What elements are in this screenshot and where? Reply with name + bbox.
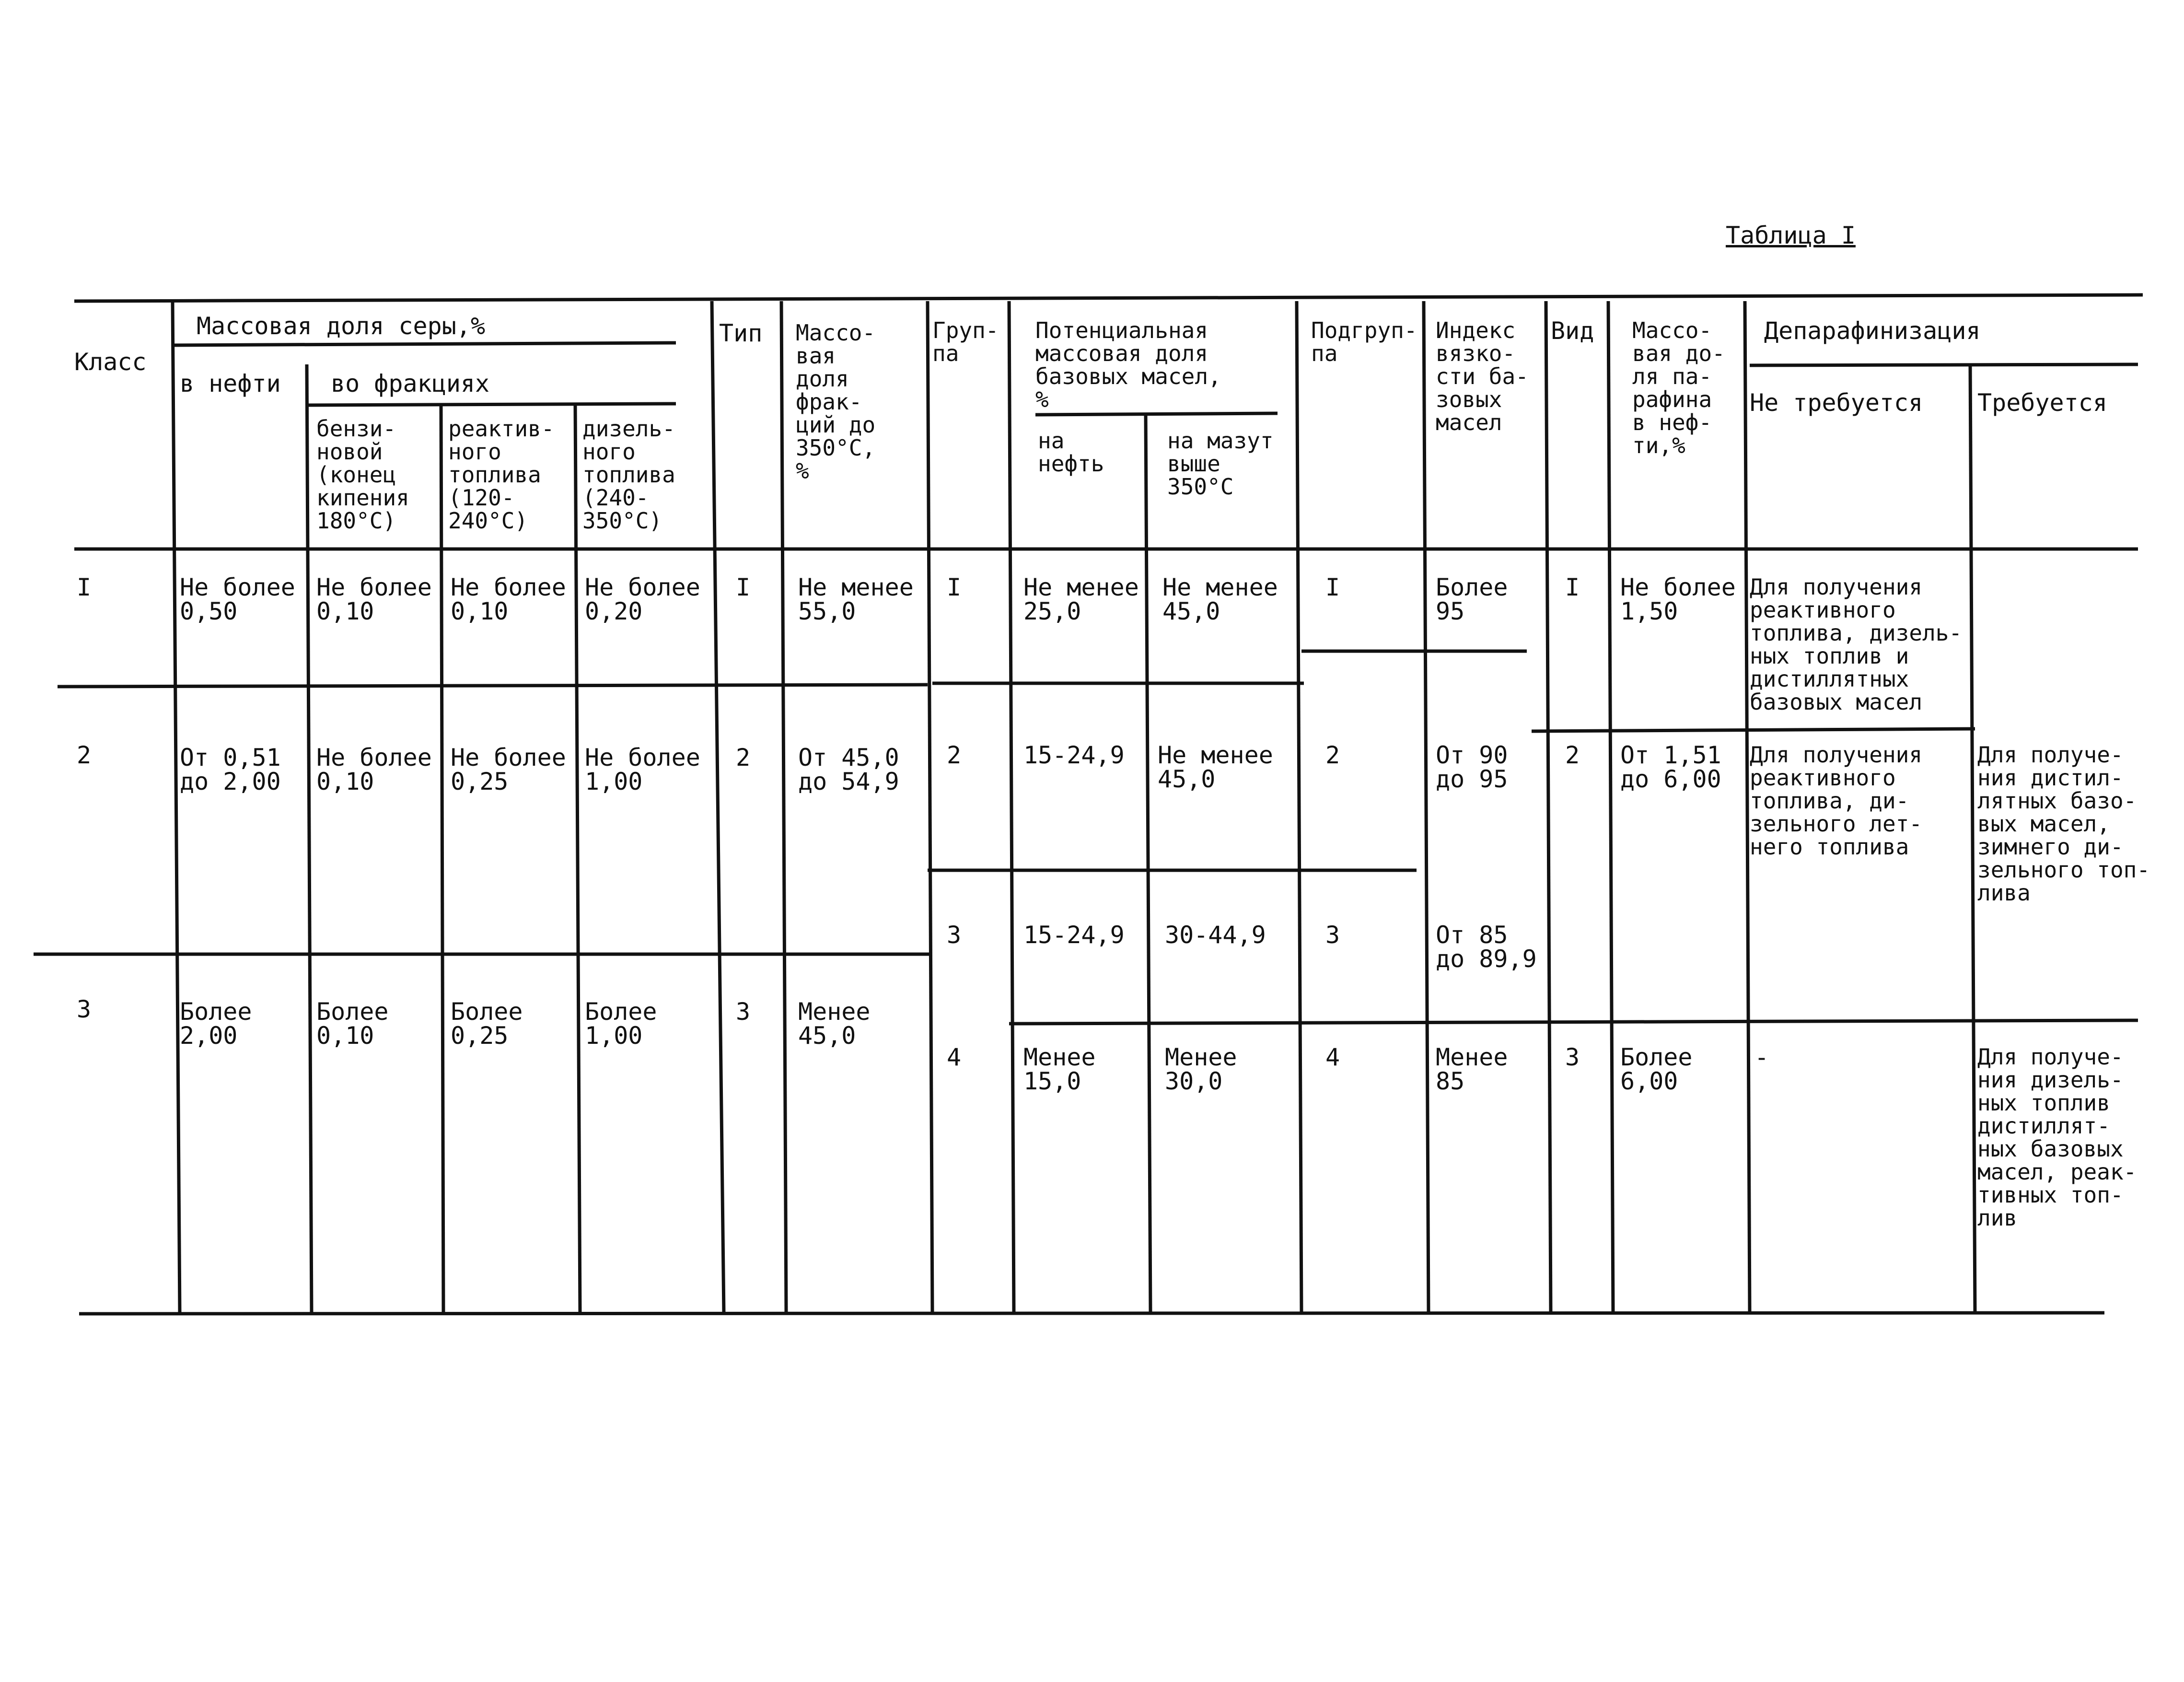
header-kind: Вид (1551, 317, 1594, 345)
sulfur-in-oil-cell: Не более 0,50 (180, 573, 295, 625)
group-cell: 4 (947, 1043, 962, 1071)
sulfur-diesel-cell: Не более 0,20 (585, 573, 700, 625)
class-cell: I (77, 573, 92, 601)
base-oil-on-fuel-cell: Менее 30,0 (1165, 1043, 1237, 1095)
sulfur-jet-cell: Более 0,25 (451, 998, 523, 1050)
sulfur-diesel-cell: Не более 1,00 (585, 744, 700, 795)
fraction-share-cell: От 45,0 до 54,9 (798, 744, 899, 795)
dewaxing-not-required-cell: Для получения реактивного топлива, дизель- ных топлив и дистиллятных базовых масел (1750, 574, 1963, 715)
base-oil-on-oil-cell: Не менее 25,0 (1023, 573, 1139, 625)
header-in-fractions: во фракциях (331, 370, 490, 397)
subgroup-cell: 2 (1325, 741, 1340, 769)
viscosity-index-cell: Менее 85 (1436, 1043, 1508, 1095)
header-subgroup: Подгруп- па (1311, 317, 1417, 366)
header-potential: Потенциальная массовая доля базовых масел, % (1035, 317, 1221, 412)
base-oil-on-fuel-cell: Не менее 45,0 (1162, 573, 1278, 625)
fraction-share-cell: Менее 45,0 (798, 998, 871, 1050)
header-required: Требуется (1977, 389, 2107, 417)
kind-cell: 3 (1565, 1043, 1580, 1071)
class-cell: 3 (77, 995, 92, 1023)
paraffin-cell: Не более 1,50 (1620, 573, 1736, 625)
subgroup-cell: I (1325, 573, 1340, 601)
subgroup-cell: 4 (1325, 1043, 1340, 1071)
header-paraffin: Массо- вая до- ля па- рафина в неф- ти,% (1632, 317, 1725, 458)
header-not-required: Не требуется (1750, 389, 1923, 417)
viscosity-index-cell: От 90 до 95 (1436, 741, 1508, 793)
sulfur-gasoline-cell: Не более 0,10 (316, 744, 432, 795)
fraction-share-cell: Не менее 55,0 (798, 573, 914, 625)
paraffin-cell: От 1,51 до 6,00 (1620, 741, 1721, 793)
base-oil-on-oil-cell: 15-24,9 (1023, 921, 1125, 949)
subgroup-cell: 3 (1325, 921, 1340, 949)
sulfur-in-oil-cell: От 0,51 до 2,00 (180, 744, 281, 795)
base-oil-on-fuel-cell: Не менее 45,0 (1158, 741, 1273, 793)
header-in-oil: в нефти (180, 370, 281, 397)
dewaxing-required-cell: Для получе- ния дизель- ных топлив дистиллят- ных базовых масел, реак- тивных топ- лив (1977, 1044, 2137, 1231)
sulfur-in-oil-cell: Более 2,00 (180, 998, 252, 1050)
type-cell: I (736, 573, 751, 601)
paraffin-cell: Более 6,00 (1620, 1043, 1693, 1095)
sulfur-gasoline-cell: Не более 0,10 (316, 573, 432, 625)
header-dewaxing: Депарафинизация (1764, 317, 1981, 345)
dewaxing-not-required-cell: - (1754, 1043, 1769, 1071)
header-sulfur: Массовая доля серы,% (197, 312, 486, 340)
base-oil-on-oil-cell: Менее 15,0 (1023, 1043, 1096, 1095)
dewaxing-not-required-cell: Для получения реактивного топлива, ди- зельного лет- него топлива (1750, 742, 1923, 860)
type-cell: 3 (736, 998, 751, 1026)
header-gasoline: бензи- новой (конец кипения 180°С) (316, 416, 409, 534)
header-on-fuel: на мазут выше 350°С (1167, 428, 1274, 500)
type-cell: 2 (736, 744, 751, 771)
header-type: Тип (719, 319, 763, 347)
viscosity-index-cell: От 85 до 89,9 (1436, 921, 1537, 973)
sulfur-jet-cell: Не более 0,10 (451, 573, 566, 625)
header-class: Класс (74, 348, 147, 376)
kind-cell: I (1565, 573, 1580, 601)
class-cell: 2 (77, 741, 92, 769)
header-diesel: дизель- ного топлива (240- 350°С) (582, 416, 675, 534)
header-group: Груп- па (932, 317, 999, 366)
header-on-oil: на нефть (1038, 428, 1104, 477)
group-cell: I (947, 573, 962, 601)
header-jet: реактив- ного топлива (120- 240°С) (448, 416, 555, 534)
group-cell: 3 (947, 921, 962, 949)
header-viscosity: Индекс вязко- сти ба- зовых масел (1436, 317, 1529, 435)
sulfur-gasoline-cell: Более 0,10 (316, 998, 389, 1050)
table-caption: Таблица I (1726, 222, 1856, 249)
dewaxing-required-cell: Для получе- ния дистил- лятных базо- вых масел, зимнего ди- зельного топ- лива (1977, 742, 2150, 906)
base-oil-on-oil-cell: 15-24,9 (1023, 741, 1125, 769)
header-fraction-share: Массо- вая доля фрак- ций до 350°С, % (796, 320, 876, 484)
sulfur-diesel-cell: Более 1,00 (585, 998, 657, 1050)
kind-cell: 2 (1565, 741, 1580, 769)
base-oil-on-fuel-cell: 30-44,9 (1165, 921, 1266, 949)
sulfur-jet-cell: Не более 0,25 (451, 744, 566, 795)
viscosity-index-cell: Более 95 (1436, 573, 1508, 625)
group-cell: 2 (947, 741, 962, 769)
